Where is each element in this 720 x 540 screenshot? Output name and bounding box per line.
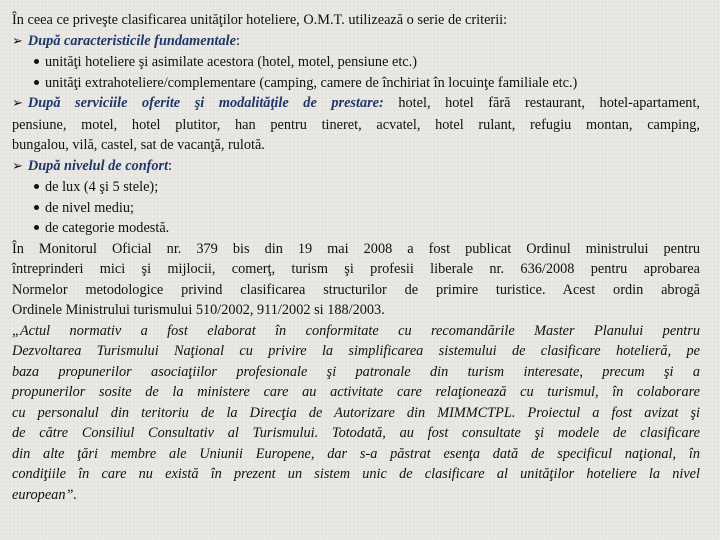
dot-bullet-icon: [34, 80, 39, 85]
arrow-bullet-icon: ➢: [12, 158, 23, 174]
list-item: [12, 177, 700, 198]
paragraph-line: În Monitorul Oficial nr. 379 bis din 19 mai 2008 a fost publicat Ordinul ministrului pentru: [12, 240, 700, 257]
list-item-text: unităţi extrahoteliere/complementare (camping, camere de închiriat în locuinţe familiale etc.): [45, 74, 578, 91]
dot-bullet-icon: [34, 59, 39, 64]
quote-line: cu personalul din teritoriu de la Direcţia de Autorizare din MIMMCTPL. Proiectul a fost avizat şi: [12, 404, 700, 421]
section1-colon: :: [236, 32, 240, 49]
quote-line: de către Consiliul Consultativ al Turismului. Totodată, au fost consultate şi modele de clasificare: [12, 425, 700, 441]
arrow-bullet-icon: ➢: [12, 33, 23, 49]
dot-bullet-icon: [34, 225, 39, 230]
section2-text-line: bungalou, vilă, castel, sat de vacanţă, rulotă.: [12, 137, 265, 153]
intro-text: În ceea ce priveşte clasificarea unităţilor hoteliere, O.M.T. utilizează o serie de criterii:: [12, 12, 508, 28]
list-item: [12, 198, 700, 219]
quote-line: condiţiile în care nu există în prezent un sistem unic de clasificare al unităţilor hoteliere la nivel: [12, 466, 700, 482]
list-item-text: de categorie modestă.: [45, 220, 170, 236]
section2-heading-row: [12, 93, 700, 115]
list-item: [12, 52, 700, 73]
paragraph-line: Normelor metodologice privind clasificarea structurilor de primire turistice. Acest ordin abrogă: [12, 281, 700, 298]
section1-heading-row: [12, 31, 700, 53]
paragraph-line: întreprinderi mici şi mijlocii, comerţ, turism şi profesii liberale nr. 636/2008 pentru aprobarea: [12, 261, 700, 277]
section2-heading: După serviciile oferite şi modalităţile de prestare:: [27, 95, 384, 111]
quote-line: propunerilor sosite de la ministere care au activitate care relaţionează cu turismul, în colaborare: [12, 384, 700, 400]
quote-line: Dezvoltarea Turismului Naţional cu privire la simplificarea sistemului de clasificare hotelieră, pe: [12, 343, 700, 359]
section2-text-line: hotel, hotel fără restaurant, hotel-apartament,: [398, 95, 700, 111]
list-item: [12, 73, 700, 94]
ordin-paragraph: [12, 239, 700, 321]
quote-line: european”.: [12, 486, 77, 503]
section3-heading: După nivelul de confort: [27, 157, 169, 174]
quote-paragraph: [12, 321, 700, 506]
section3-colon: :: [168, 157, 173, 174]
list-item-text: unităţi hoteliere şi asimilate acestora (hotel, motel, pensiune etc.): [45, 54, 417, 70]
dot-bullet-icon: [34, 184, 39, 189]
list-item-text: de lux (4 şi 5 stele);: [45, 179, 159, 195]
dot-bullet-icon: [34, 205, 39, 210]
list-item-text: de nivel mediu;: [45, 199, 134, 216]
quote-line: „Actul normativ a fost elaborat în conformitate cu recomandările Master Planului pentru: [12, 322, 700, 339]
list-item: [12, 218, 700, 239]
section3-heading-row: [12, 156, 700, 178]
section1-heading: După caracteristicile fundamentale: [27, 32, 236, 49]
paragraph-line: Ordinele Ministrului turismului 510/2002, 911/2002 si 188/2003.: [12, 302, 385, 318]
quote-line: din alte ţări membre ale Uniunii Europene, dar s-a păstrat esenţa dată de specificul naţional, în: [12, 445, 700, 462]
quote-line: baza propunerilor asociaţiilor profesionale şi patronale din turism interesate, precum şi a: [12, 363, 700, 380]
section2-text-line: pensiune, motel, hotel plutitor, han pentru tineret, acvatel, hotel rulant, refugiu montan, camping,: [12, 116, 700, 133]
document-slide: [12, 10, 700, 505]
arrow-bullet-icon: ➢: [12, 96, 23, 111]
